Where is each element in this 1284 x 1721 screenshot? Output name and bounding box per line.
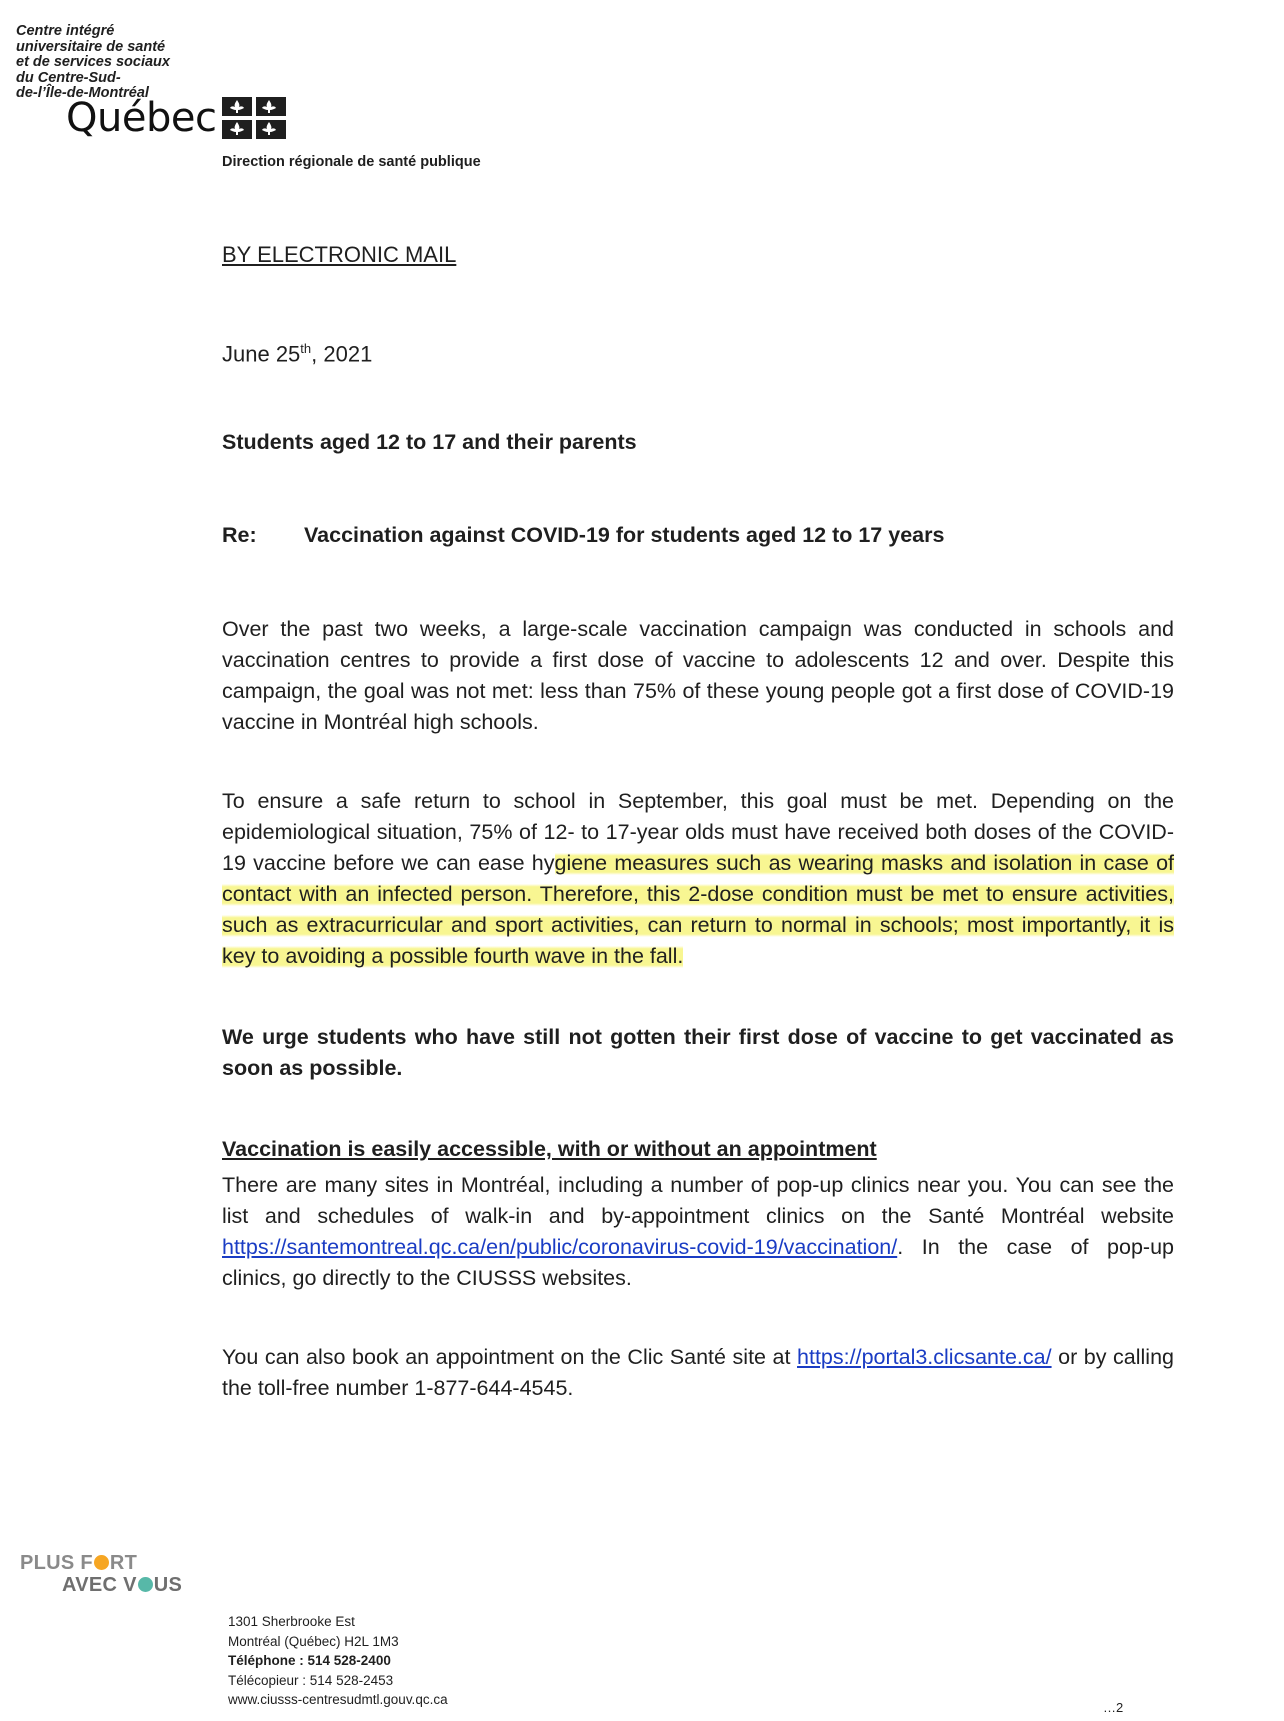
- paragraph-campaign: Over the past two weeks, a large-scale vaccination campaign was conducted in schools and vaccination centres to provide a first dose of vaccine to adolescents 12 and over. Despite this campaign, the goal was not met: less than 75% of these young people got a first dose of COVID-19 vaccine in Montréal high schools.: [222, 617, 1174, 734]
- organization-name: [16, 24, 226, 102]
- delivery-method: BY ELECTRONIC MAIL: [222, 242, 457, 267]
- quebec-flag-icon: [222, 97, 286, 139]
- fax: Télécopieur : 514 528-2453: [228, 1672, 394, 1688]
- direction-name: Direction régionale de santé publique: [222, 154, 481, 170]
- letter-date: [222, 333, 372, 369]
- sante-montreal-link[interactable]: https://santemontreal.qc.ca/en/public/coronavirus-covid-19/vaccination/: [222, 1235, 898, 1259]
- paragraph-text: You can also book an appointment on the Clic Santé site at: [222, 1345, 798, 1369]
- teal-dot-icon: [138, 1577, 153, 1592]
- paragraph-text: . In the case of pop-up clinics, go directly to the CIUSSS websites.: [222, 1235, 1174, 1290]
- slogan-line-1: [20, 1552, 137, 1575]
- org-line: de-l’Île-de-Montréal: [16, 85, 149, 101]
- org-line: Centre intégré: [16, 23, 115, 39]
- date-suffix: th: [300, 341, 312, 356]
- re-label: Re:: [222, 523, 257, 547]
- urge-statement: We urge students who have still not gotten their first dose of vaccine to get vaccinated as soon as possible.: [222, 1025, 1174, 1080]
- org-line: et de services sociaux: [16, 54, 170, 70]
- slogan-text: AVEC V: [62, 1574, 137, 1596]
- re-subject: Vaccination against COVID-19 for students aged 12 to 17 years: [304, 523, 945, 547]
- orange-dot-icon: [94, 1555, 109, 1570]
- paragraph-text: There are many sites in Montréal, including a number of pop-up clinics near you. You can see the list and schedules of walk-in and by-appointment clinics on the Santé Montréal website: [222, 1173, 1174, 1228]
- quebec-wordmark: Québec: [66, 95, 217, 141]
- date-year: , 2021: [311, 341, 373, 367]
- clic-sante-link[interactable]: https://portal3.clicsante.ca/: [797, 1345, 1052, 1369]
- org-line: universitaire de santé: [16, 38, 166, 55]
- date-day: June 25: [222, 341, 301, 367]
- address-line: Montréal (Québec) H2L 1M3: [228, 1633, 399, 1649]
- footer-address: [228, 1612, 448, 1710]
- website[interactable]: www.ciusss-centresudmtl.gouv.qc.ca: [228, 1692, 448, 1707]
- paragraph-return-to-school: [222, 786, 1174, 972]
- slogan-text: PLUS F: [20, 1552, 93, 1574]
- recipients: Students aged 12 to 17 and their parents: [222, 430, 637, 454]
- slogan-line-2: [62, 1574, 182, 1597]
- org-line: du Centre-Sud-: [16, 69, 121, 86]
- paragraph-sites: [222, 1170, 1174, 1294]
- section-heading: Vaccination is easily accessible, with or without an appointment: [222, 1137, 877, 1161]
- paragraph-booking: [222, 1342, 1174, 1404]
- slogan-text: US: [153, 1574, 183, 1596]
- paragraph-text: To ensure a safe return to school in September, this goal must be met. Depending on the epidemiological situation, 75% of 12- to 17-year olds must have received both doses of the COVID-19 vaccine before we can ease hy: [222, 789, 1174, 875]
- paragraph-text: or by calling the toll-free number 1-877-644-4545.: [222, 1345, 1174, 1400]
- telephone: Téléphone : 514 528-2400: [228, 1653, 391, 1668]
- slogan-text: RT: [109, 1552, 138, 1574]
- highlighted-text: giene measures such as wearing masks and isolation in case of contact with an infected person. Therefore, this 2-dose condition must be met to ensure activities, such as extracurricular and sport activities, can return to normal in schools; most importantly, it is key to avoiding a possible fourth wave in the fall.: [222, 851, 1175, 968]
- page-continuation: …2: [1103, 1700, 1124, 1715]
- address-line: 1301 Sherbrooke Est: [228, 1614, 355, 1629]
